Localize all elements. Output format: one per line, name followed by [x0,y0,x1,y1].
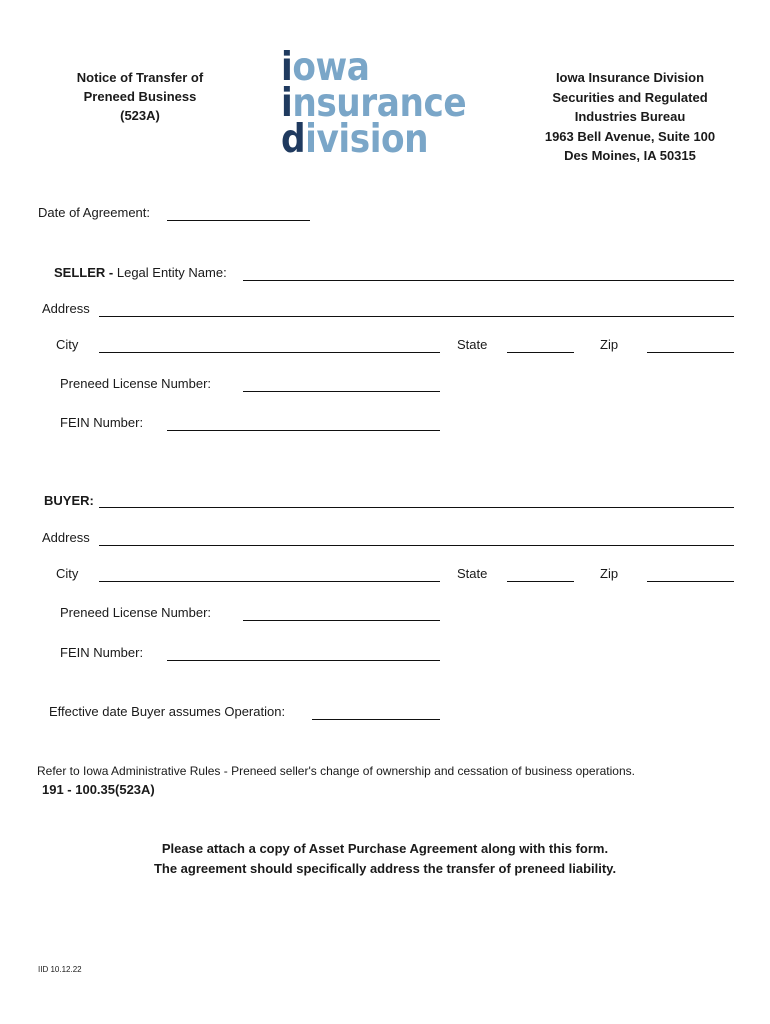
seller-address-label: Address [42,301,90,316]
seller-fein-field[interactable] [167,430,440,431]
form-title-line-1: Notice of Transfer of [76,70,204,85]
buyer-name-field[interactable] [99,507,734,508]
seller-legal-entity-label: SELLER - Legal Entity Name: [54,265,227,280]
agency-address-line: Des Moines, IA 50315 [564,148,696,163]
attach-instruction-2: The agreement should specifically address the transfer of preneed liability. [153,861,617,876]
agency-address-line: Iowa Insurance Division [555,70,705,85]
buyer-city-label: City [56,566,79,581]
buyer-fein-label: FEIN Number: [60,645,144,660]
seller-city-field[interactable] [99,352,440,353]
iowa-insurance-division-logo [281,45,471,162]
buyer-fein-field[interactable] [167,660,440,661]
seller-fein-label: FEIN Number: [60,415,144,430]
seller-license-field[interactable] [243,391,440,392]
seller-zip-label: Zip [600,337,619,352]
seller-license-label: Preneed License Number: [60,376,212,391]
effective-date-label: Effective date Buyer assumes Operation: [49,704,286,719]
buyer-city-field[interactable] [99,581,440,582]
form-title-line-2: Preneed Business [83,89,197,104]
buyer-state-label: State [457,566,488,581]
seller-legal-entity-field[interactable] [243,280,734,281]
logo-line-insurance: insurance [281,81,467,126]
form-title-line-3: (523A) [120,108,160,123]
agency-address-line: 1963 Bell Avenue, Suite 100 [544,128,716,144]
buyer-zip-field[interactable] [647,581,734,582]
seller-address-field[interactable] [99,316,734,317]
agency-address [520,68,740,166]
agency-address-line: Industries Bureau [574,109,686,124]
buyer-address-field[interactable] [99,545,734,546]
administrative-rules-reference: Refer to Iowa Administrative Rules - Preneed seller's change of ownership and cessation of business operations. [37,764,635,778]
effective-date-field[interactable] [312,719,440,720]
seller-zip-field[interactable] [647,352,734,353]
seller-state-label: State [457,337,488,352]
buyer-label: BUYER: [44,493,94,508]
attach-instruction-1: Please attach a copy of Asset Purchase Agreement along with this form. [161,841,609,856]
seller-city-label: City [56,337,79,352]
logo-line-iowa: iowa [281,45,370,90]
form-revision-code: IID 10.12.22 [38,965,82,974]
seller-state-field[interactable] [507,352,574,353]
buyer-license-field[interactable] [243,620,440,621]
date-of-agreement-field[interactable] [167,220,310,221]
rule-number: 191 - 100.35(523A) [42,782,155,797]
agency-address-line: Securities and Regulated [552,89,708,105]
buyer-address-label: Address [42,530,90,545]
buyer-zip-label: Zip [600,566,619,581]
date-of-agreement-label: Date of Agreement: [38,205,151,220]
buyer-license-label: Preneed License Number: [60,605,212,620]
form-title [40,68,240,125]
buyer-state-field[interactable] [507,581,574,582]
logo-line-division: division [281,117,429,162]
